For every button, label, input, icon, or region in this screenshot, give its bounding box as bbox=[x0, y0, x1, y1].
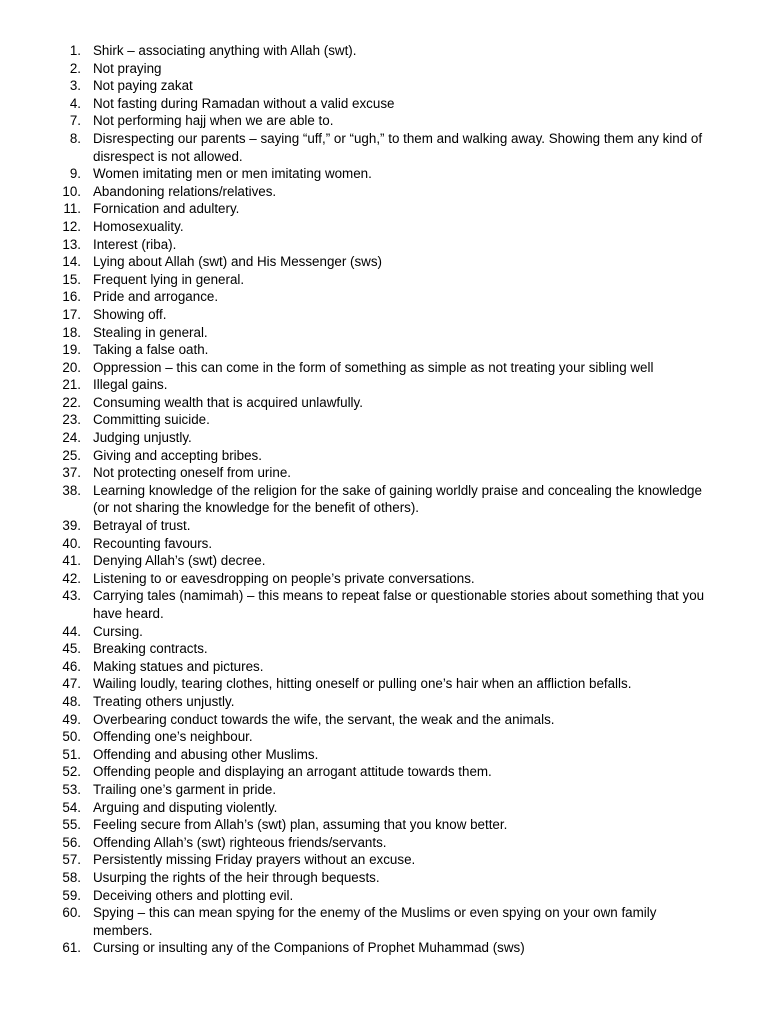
list-item bbox=[0, 570, 718, 588]
list-item bbox=[0, 658, 718, 676]
list-item-number: 17. bbox=[62, 306, 81, 322]
list-item-text: Overbearing conduct towards the wife, the servant, the weak and the animals. bbox=[93, 711, 555, 727]
list-item-text: Not performing hajj when we are able to. bbox=[93, 113, 334, 129]
list-item-text: Offending one’s neighbour. bbox=[93, 729, 253, 745]
list-item bbox=[0, 447, 718, 465]
list-item-number: 21. bbox=[62, 377, 81, 393]
list-item-text: Usurping the rights of the heir through bequests. bbox=[93, 869, 380, 885]
list-item-number: 10. bbox=[62, 183, 81, 199]
list-item-number: 37. bbox=[62, 465, 81, 481]
list-item-number: 46. bbox=[62, 658, 81, 674]
list-item bbox=[0, 411, 718, 429]
list-item bbox=[0, 939, 718, 957]
list-item bbox=[0, 183, 718, 201]
list-item-number: 19. bbox=[62, 342, 81, 358]
list-item bbox=[0, 781, 718, 799]
list-item-text: Persistently missing Friday prayers without an excuse. bbox=[93, 852, 416, 868]
list-item-number: 60. bbox=[62, 905, 81, 921]
list-item-text: Showing off. bbox=[93, 306, 167, 322]
list-item-number: 8. bbox=[69, 130, 81, 146]
list-item bbox=[0, 218, 718, 236]
list-item bbox=[0, 112, 718, 130]
list-item-text: Fornication and adultery. bbox=[93, 201, 240, 217]
list-item-text: Not protecting oneself from urine. bbox=[93, 465, 291, 481]
list-item-text: Lying about Allah (swt) and His Messenger (sws) bbox=[93, 254, 383, 270]
list-item-text: Shirk – associating anything with Allah (swt). bbox=[93, 43, 357, 58]
list-item-number: 11. bbox=[63, 201, 81, 217]
list-item-text: Wailing loudly, tearing clothes, hitting oneself or pulling one’s hair when an affliction befalls. bbox=[93, 676, 632, 692]
list-item-number: 49. bbox=[62, 711, 81, 727]
list-item-text: Disrespecting our parents – saying “uff,” or “ugh,” to them and walking away. Showing them any kind of disrespect is not allowed. bbox=[93, 130, 703, 164]
list-item bbox=[0, 376, 718, 394]
list-item-text: Betrayal of trust. bbox=[93, 518, 191, 534]
list-item-number: 2. bbox=[69, 60, 81, 76]
list-item bbox=[0, 324, 718, 342]
list-item-text: Spying – this can mean spying for the enemy of the Muslims or even spying on your own family members. bbox=[93, 905, 657, 938]
list-item-number: 7. bbox=[69, 113, 81, 129]
list-item-number: 56. bbox=[62, 834, 81, 850]
list-item bbox=[0, 623, 718, 641]
list-item bbox=[0, 711, 718, 729]
list-item-number: 51. bbox=[62, 746, 81, 762]
list-item-number: 44. bbox=[62, 623, 81, 639]
list-item bbox=[0, 288, 718, 306]
list-item-text: Taking a false oath. bbox=[93, 342, 209, 358]
list-item-number: 13. bbox=[62, 236, 81, 252]
list-item bbox=[0, 306, 718, 324]
list-item bbox=[0, 42, 718, 60]
list-item-text: Not praying bbox=[93, 60, 162, 76]
list-item bbox=[0, 200, 718, 218]
list-item-text: Offending people and displaying an arrogant attitude towards them. bbox=[93, 764, 492, 780]
list-item-number: 55. bbox=[62, 817, 81, 833]
list-item-number: 57. bbox=[62, 852, 81, 868]
list-item-number: 24. bbox=[62, 430, 81, 446]
list-item bbox=[0, 394, 718, 412]
list-item-text: Breaking contracts. bbox=[93, 641, 208, 657]
list-item-text: Women imitating men or men imitating women. bbox=[93, 166, 372, 182]
list-item bbox=[0, 763, 718, 781]
list-item-number: 12. bbox=[62, 218, 81, 234]
list-item-text: Arguing and disputing violently. bbox=[93, 799, 278, 815]
list-item-number: 38. bbox=[62, 482, 81, 498]
list-item-number: 40. bbox=[62, 535, 81, 551]
list-item-text: Not paying zakat bbox=[93, 78, 193, 94]
list-item bbox=[0, 130, 718, 165]
list-item-text: Carrying tales (namimah) – this means to repeat false or questionable stories about something that you have heard. bbox=[93, 588, 705, 621]
list-item-text: Interest (riba). bbox=[93, 236, 177, 252]
list-item bbox=[0, 271, 718, 289]
list-item bbox=[0, 640, 718, 658]
list-item-text: Making statues and pictures. bbox=[93, 658, 264, 674]
list-item bbox=[0, 728, 718, 746]
list-item-number: 41. bbox=[62, 553, 81, 569]
list-item-number: 1. bbox=[69, 43, 81, 58]
list-item-text: Cursing or insulting any of the Companions of Prophet Muhammad (sws) bbox=[93, 940, 525, 956]
list-item bbox=[0, 834, 718, 852]
list-item-text: Recounting favours. bbox=[93, 535, 213, 551]
list-item-text: Trailing one’s garment in pride. bbox=[93, 781, 277, 797]
list-item-number: 20. bbox=[62, 359, 81, 375]
list-item bbox=[0, 165, 718, 183]
list-item-text: Learning knowledge of the religion for the sake of gaining worldly praise and concealing the knowledge (or not sharing the knowledge for the benefit of others). bbox=[93, 482, 702, 516]
list-item-number: 48. bbox=[62, 693, 81, 709]
list-item-number: 50. bbox=[62, 729, 81, 745]
list-item-text: Giving and accepting bribes. bbox=[93, 447, 262, 463]
list-item-number: 3. bbox=[69, 78, 81, 94]
list-item-number: 43. bbox=[62, 588, 81, 604]
list-item bbox=[0, 869, 718, 887]
list-item bbox=[0, 851, 718, 869]
list-item-text: Not fasting during Ramadan without a valid excuse bbox=[93, 95, 395, 111]
list-item-text: Consuming wealth that is acquired unlawfully. bbox=[93, 394, 363, 410]
list-item bbox=[0, 535, 718, 553]
list-item bbox=[0, 236, 718, 254]
list-item-text: Feeling secure from Allah’s (swt) plan, assuming that you know better. bbox=[93, 817, 508, 833]
list-item-number: 54. bbox=[62, 799, 81, 815]
list-item bbox=[0, 482, 718, 517]
list-item-text: Deceiving others and plotting evil. bbox=[93, 887, 294, 903]
list-item-number: 23. bbox=[62, 412, 81, 428]
list-item-number: 25. bbox=[62, 447, 81, 463]
numbered-list bbox=[0, 42, 768, 957]
list-item-text: Oppression – this can come in the form of something as simple as not treating your sibling well bbox=[93, 359, 654, 375]
list-item-number: 22. bbox=[62, 394, 81, 410]
list-item-number: 16. bbox=[62, 289, 81, 305]
list-item bbox=[0, 587, 718, 622]
list-item bbox=[0, 552, 718, 570]
list-item bbox=[0, 60, 718, 78]
list-item-number: 39. bbox=[62, 518, 81, 534]
list-item-text: Cursing. bbox=[93, 623, 143, 639]
list-item-number: 58. bbox=[62, 869, 81, 885]
list-item-text: Committing suicide. bbox=[93, 412, 210, 428]
list-item bbox=[0, 341, 718, 359]
list-item-text: Frequent lying in general. bbox=[93, 271, 245, 287]
list-item-text: Abandoning relations/relatives. bbox=[93, 183, 277, 199]
list-item-number: 42. bbox=[62, 570, 81, 586]
list-item bbox=[0, 253, 718, 271]
list-item-text: Listening to or eavesdropping on people’s private conversations. bbox=[93, 570, 475, 586]
list-item bbox=[0, 95, 718, 113]
list-item-text: Illegal gains. bbox=[93, 377, 168, 393]
list-item bbox=[0, 77, 718, 95]
list-item-number: 14. bbox=[62, 254, 81, 270]
list-item bbox=[0, 746, 718, 764]
list-item-text: Judging unjustly. bbox=[93, 430, 192, 446]
list-item-number: 52. bbox=[62, 764, 81, 780]
list-item-number: 4. bbox=[69, 95, 81, 111]
list-item-text: Offending and abusing other Muslims. bbox=[93, 746, 319, 762]
document-page bbox=[0, 42, 768, 957]
list-item-number: 47. bbox=[62, 676, 81, 692]
list-item bbox=[0, 359, 718, 377]
list-item-text: Pride and arrogance. bbox=[93, 289, 219, 305]
list-item-number: 59. bbox=[62, 887, 81, 903]
list-item-text: Offending Allah’s (swt) righteous friends/servants. bbox=[93, 834, 387, 850]
list-item bbox=[0, 693, 718, 711]
list-item-number: 15. bbox=[62, 271, 81, 287]
list-item bbox=[0, 904, 718, 939]
list-item-number: 18. bbox=[62, 324, 81, 340]
list-item-text: Homosexuality. bbox=[93, 218, 184, 234]
list-item bbox=[0, 799, 718, 817]
list-item bbox=[0, 517, 718, 535]
list-item bbox=[0, 816, 718, 834]
list-item bbox=[0, 464, 718, 482]
list-item-text: Stealing in general. bbox=[93, 324, 208, 340]
list-item-text: Denying Allah’s (swt) decree. bbox=[93, 553, 266, 569]
list-item bbox=[0, 675, 718, 693]
list-item bbox=[0, 429, 718, 447]
list-item bbox=[0, 887, 718, 905]
list-item-number: 45. bbox=[62, 641, 81, 657]
list-item-number: 9. bbox=[69, 166, 81, 182]
list-item-number: 61. bbox=[62, 940, 81, 956]
list-item-number: 53. bbox=[62, 781, 81, 797]
list-item-text: Treating others unjustly. bbox=[93, 693, 235, 709]
